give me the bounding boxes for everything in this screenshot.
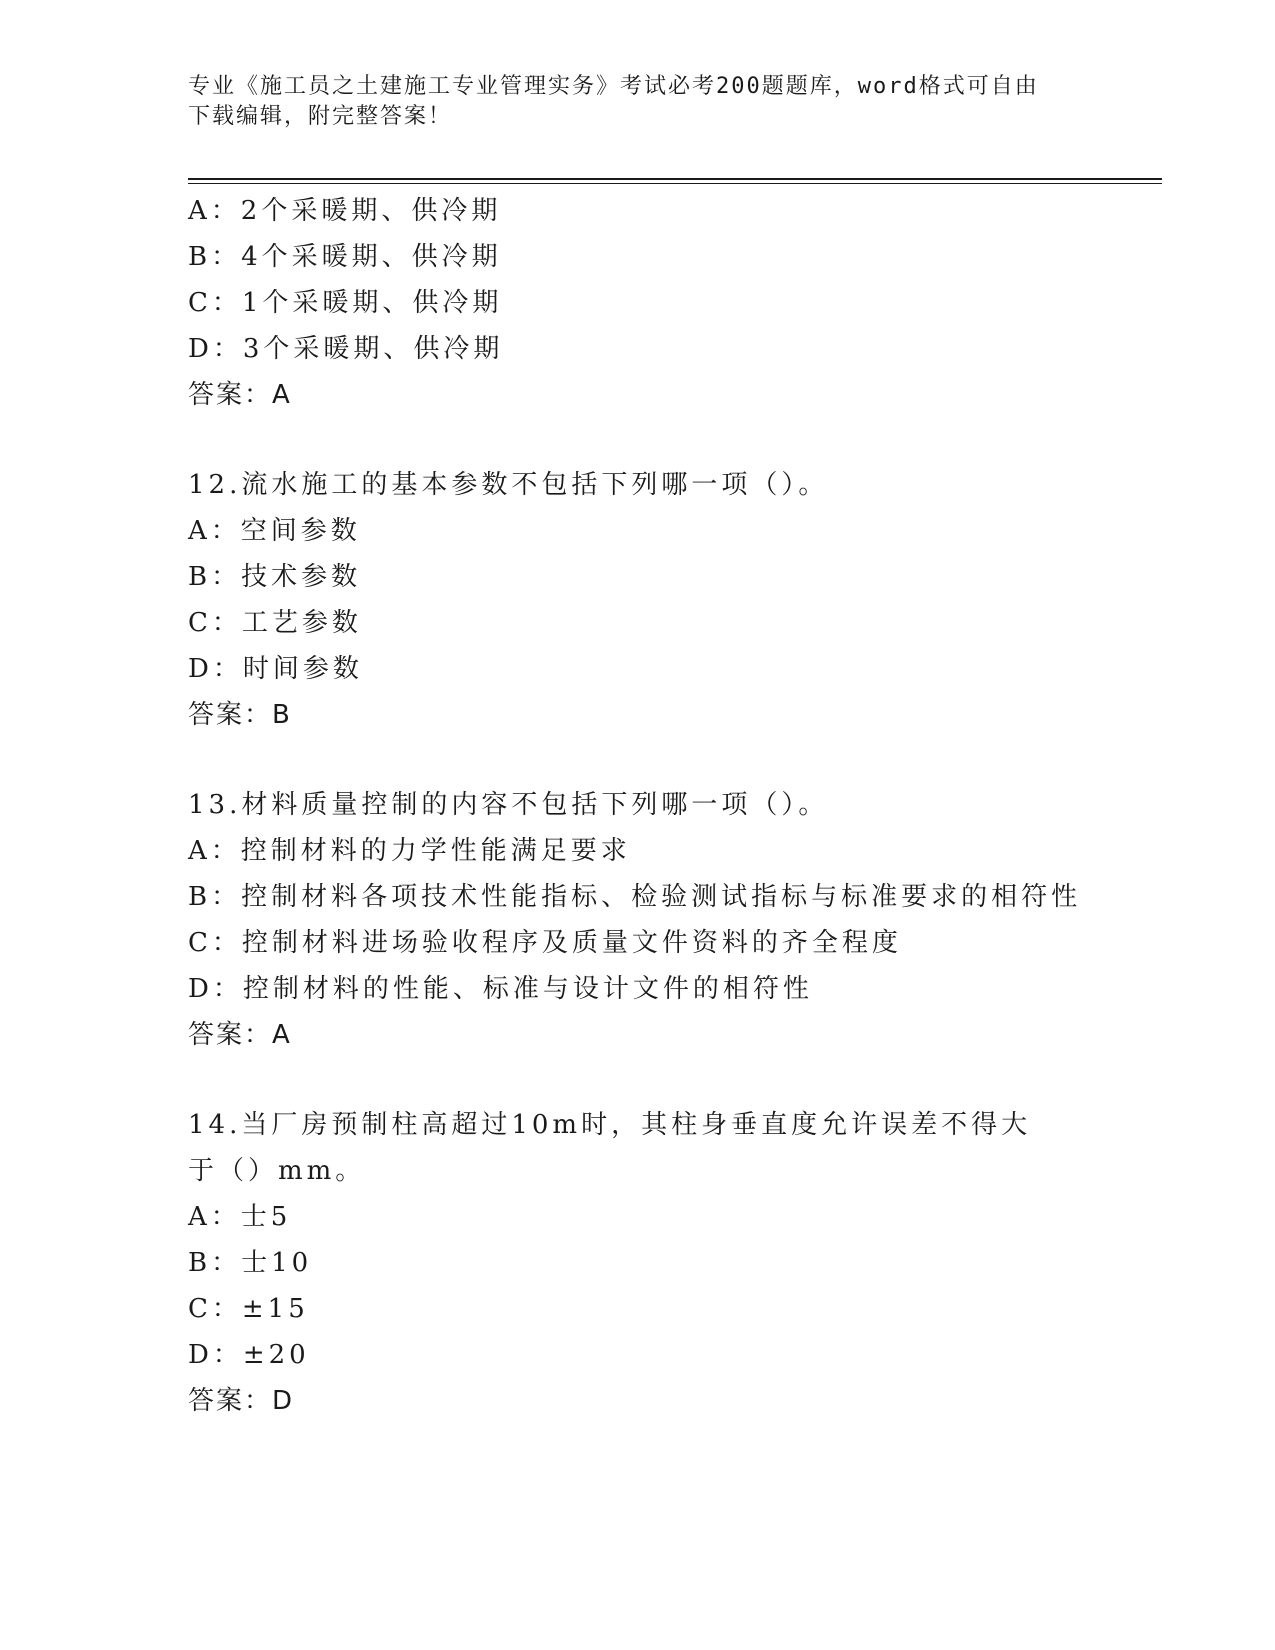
document-header [188,72,1068,132]
option-d: D：±20 [188,1340,310,1370]
header-line-1: 专业《施工员之土建施工专业管理实务》考试必考200题题库，word格式可自由 [188,74,1039,99]
option-c: C：工艺参数 [188,608,362,638]
answer-label: 答案：B [188,700,292,730]
answer-label: 答案：A [188,380,292,410]
option-c: C：1个采暖期、供冷期 [188,288,503,318]
option-d: D：3个采暖期、供冷期 [188,334,504,364]
option-b: B：4个采暖期、供冷期 [188,242,502,272]
option-d: D：控制材料的性能、标准与设计文件的相符性 [188,974,813,1004]
answer-label: 答案：A [188,1020,292,1050]
answer-label: 答案：D [188,1386,295,1416]
option-b: B：士10 [188,1248,313,1278]
question-stem: 12.流水施工的基本参数不包括下列哪一项（）。 [188,470,829,500]
spacer [188,738,1148,782]
option-b: B：控制材料各项技术性能指标、检验测试指标与标准要求的相符性 [188,882,1082,912]
header-line-2: 下载编辑，附完整答案！ [188,104,453,129]
option-b: B：技术参数 [188,562,362,592]
option-a: A：空间参数 [188,516,361,546]
spacer [188,418,1148,462]
header-divider-thin [188,183,1162,184]
option-d: D：时间参数 [188,654,363,684]
option-a: A：士5 [188,1202,292,1232]
question-14 [188,1102,1148,1424]
question-stem: 14.当厂房预制柱高超过10m时，其柱身垂直度允许误差不得大于（）mm。 [188,1110,1032,1186]
option-c: C：控制材料进场验收程序及质量文件资料的齐全程度 [188,928,902,958]
question-13 [188,782,1148,1058]
question-list [188,188,1148,1424]
option-c: C：±15 [188,1294,309,1324]
question-12 [188,462,1148,738]
question-11-continued [188,188,1148,418]
option-a: A：控制材料的力学性能满足要求 [188,836,631,866]
option-a: A：2个采暖期、供冷期 [188,196,502,226]
question-stem: 13.材料质量控制的内容不包括下列哪一项（）。 [188,790,829,820]
spacer [188,1058,1148,1102]
header-divider [188,178,1162,180]
